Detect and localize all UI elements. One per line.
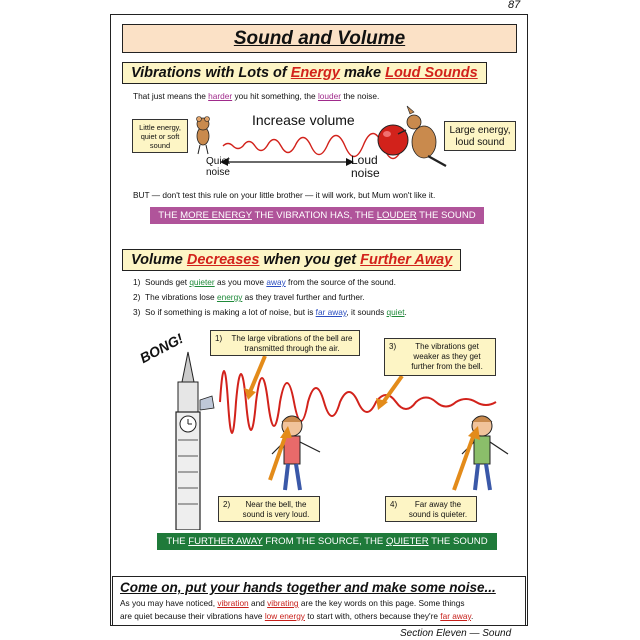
drum-icon [378, 125, 408, 155]
section2-heading-further: Further Away [360, 252, 453, 268]
point-1 [133, 277, 396, 288]
increase-volume-label: Increase volume [252, 112, 355, 128]
note-1 [210, 330, 360, 356]
point-text: . [404, 307, 407, 317]
section1-heading-energy: Energy [290, 65, 340, 81]
banner2-text-b: FROM THE SOURCE, THE [262, 536, 386, 547]
keyword-far-away: far away [315, 307, 347, 317]
section2-heading [122, 249, 461, 271]
energy-banner [150, 207, 484, 224]
quiet-noise-label: Quiet noise [206, 156, 230, 178]
note-text: The large vibrations of the bell are transmitted through the air. [231, 334, 353, 353]
keyword-louder: louder [317, 91, 342, 101]
point-text: The vibrations lose [145, 292, 217, 302]
little-energy-label: Little energy, quiet or soft sound [132, 119, 188, 153]
bong-label: BONG! [137, 330, 186, 367]
banner1-more-energy: MORE ENERGY [180, 210, 252, 221]
summary-text: are quiet because their vibrations have [120, 611, 265, 621]
loud-noise-label: Loud noise [351, 153, 380, 180]
section2-heading-pre: Volume [131, 252, 187, 268]
point-text: Sounds get [145, 277, 190, 287]
summary-text: and [248, 598, 268, 608]
banner1-text-c: THE SOUND [416, 210, 476, 221]
keyword-quieter: quieter [189, 277, 215, 287]
keyword-quiet: quiet [386, 307, 405, 317]
note-number: 2) [223, 500, 231, 509]
banner1-text-b: THE VIBRATION HAS, THE [251, 210, 377, 221]
large-energy-label: Large energy, loud sound [444, 121, 516, 151]
warning-text: BUT — don't test this rule on your little brother — it will work, but Mum won't like it. [133, 190, 436, 200]
section2-heading-mid: when you get [259, 252, 361, 268]
summary-text: are the key words on this page. Some things [298, 598, 465, 608]
banner2-quieter: QUIETER [385, 536, 429, 547]
note-text: Far away the sound is quieter. [408, 500, 468, 519]
keyword-vibration: vibration [217, 598, 249, 608]
section1-heading-mid: make [339, 65, 386, 81]
page-title: Sound and Volume [122, 24, 517, 53]
section1-heading [122, 62, 487, 84]
point-text: from the source of the sound. [285, 277, 396, 287]
note-number: 3) [389, 342, 397, 351]
note-3 [384, 338, 496, 376]
note-text: Near the bell, the sound is very loud. [242, 500, 310, 519]
section1-intro [133, 91, 379, 102]
point-number: 3) [133, 307, 141, 317]
banner1-louder: LOUDER [376, 210, 417, 221]
page-number: 87 [508, 0, 521, 11]
keyword-far-away-2: far away [440, 611, 472, 621]
keyword-harder: harder [208, 91, 233, 101]
summary-text: . [471, 611, 474, 621]
note-number: 4) [390, 500, 398, 509]
banner2-further-away: FURTHER AWAY [188, 536, 263, 547]
point-text: So if something is making a lot of noise, but is [145, 307, 316, 317]
keyword-energy: energy [216, 292, 243, 302]
section-footer: Section Eleven — Sound [400, 628, 512, 639]
note-2 [218, 496, 320, 522]
banner2-text-c: THE SOUND [428, 536, 488, 547]
point-text: as they travel further and further. [242, 292, 365, 302]
intro-text-c: the noise. [341, 91, 380, 101]
summary-text: As you may have noticed, [120, 598, 218, 608]
point-2 [133, 292, 365, 303]
note-number: 1) [215, 334, 223, 343]
summary-heading: Come on, put your hands together and make some noise... [120, 580, 496, 595]
point-number: 2) [133, 292, 141, 302]
point-text: as you move [214, 277, 267, 287]
banner1-text-a: THE [158, 210, 181, 221]
banner2-text-a: THE [166, 536, 189, 547]
decaying-sound-wave [220, 371, 496, 433]
intro-text-b: you hit something, the [232, 91, 318, 101]
keyword-away: away [266, 277, 286, 287]
keyword-low-energy: low energy [264, 611, 305, 621]
summary-line-1 [120, 598, 465, 609]
section2-heading-decreases: Decreases [186, 252, 260, 268]
mouse-icon [197, 117, 210, 155]
note-text: The vibrations get weaker as they get further from the bell. [411, 342, 483, 371]
point-number: 1) [133, 277, 141, 287]
section1-heading-pre: Vibrations with Lots of [131, 65, 291, 81]
summary-line-2 [120, 611, 473, 622]
point-3 [133, 307, 407, 318]
point-text: , it sounds [346, 307, 387, 317]
summary-text: to start with, others because they're [304, 611, 441, 621]
note-4 [385, 496, 477, 522]
section1-heading-loud: Loud Sounds [385, 65, 478, 81]
distance-banner [157, 533, 497, 550]
intro-text-a: That just means the [133, 91, 209, 101]
keyword-vibrating: vibrating [267, 598, 299, 608]
clock-tower-icon [176, 352, 214, 530]
